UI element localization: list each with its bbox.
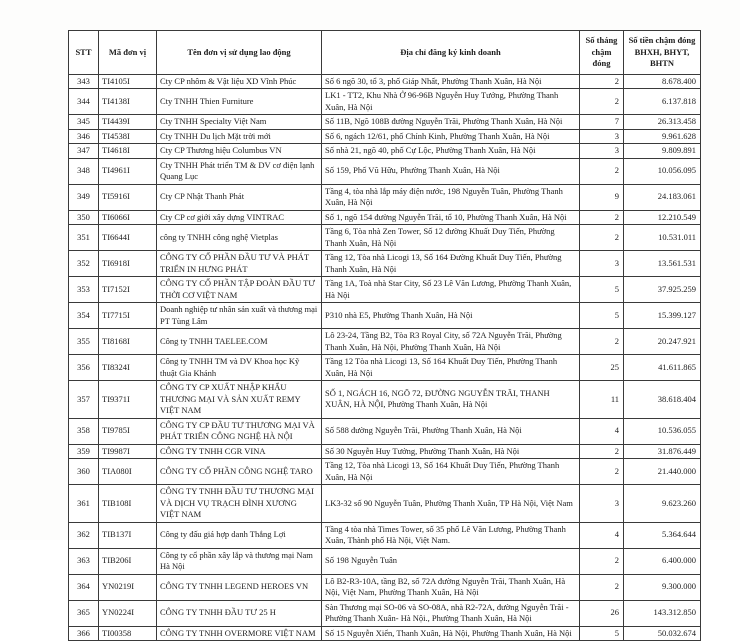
table-row bbox=[69, 444, 701, 459]
row-employer-name: Cty TNHH Du lịch Mặt trời mới bbox=[157, 129, 322, 144]
header-stt: STT bbox=[69, 31, 99, 75]
row-months-late: 5 bbox=[580, 277, 624, 303]
row-stt: 364 bbox=[69, 574, 99, 600]
row-employer-name: CÔNG TY TNHH ĐẦU TƯ THƯƠNG MẠI VÀ DỊCH VỤ TRẠCH ĐÌNH XƯƠNG VIỆT NAM bbox=[157, 485, 322, 523]
table-row bbox=[69, 74, 701, 89]
row-stt: 352 bbox=[69, 251, 99, 277]
row-stt: 356 bbox=[69, 355, 99, 381]
row-stt: 355 bbox=[69, 329, 99, 355]
row-stt: 348 bbox=[69, 158, 99, 184]
row-amount-late: 8.678.400 bbox=[624, 74, 701, 89]
table-body bbox=[69, 74, 701, 641]
row-business-address: Tầng 6, Tòa nhà Zen Tower, Số 12 đường Khuất Duy Tiến, Phường Thanh Xuân, Hà Nội bbox=[322, 225, 580, 251]
row-business-address: Số 6 ngõ 30, tổ 3, phố Giáp Nhất, Phường Thanh Xuân, Hà Nội bbox=[322, 74, 580, 89]
row-stt: 359 bbox=[69, 444, 99, 459]
row-stt: 349 bbox=[69, 184, 99, 210]
row-employer-name: công ty TNHH công nghệ Vietplas bbox=[157, 225, 322, 251]
row-business-address: Tầng 12, Tòa nhà Licogi 13, Số 164 Đường Khuất Duy Tiến, Phường Thanh Xuân, Hà Nội bbox=[322, 251, 580, 277]
row-months-late: 7 bbox=[580, 115, 624, 130]
row-amount-late: 31.876.449 bbox=[624, 444, 701, 459]
row-stt: 361 bbox=[69, 485, 99, 523]
table-row bbox=[69, 251, 701, 277]
row-months-late: 2 bbox=[580, 89, 624, 115]
row-months-late: 3 bbox=[580, 485, 624, 523]
row-amount-late: 12.210.549 bbox=[624, 210, 701, 225]
row-months-late: 5 bbox=[580, 303, 624, 329]
row-business-address: Tầng 12, Tòa nhà Licogi 13, Số 164 Khuất Duy Tiến, Phường Thanh Xuân, Hà Nội bbox=[322, 459, 580, 485]
row-stt: 363 bbox=[69, 548, 99, 574]
row-amount-late: 9.300.000 bbox=[624, 574, 701, 600]
row-amount-late: 20.247.921 bbox=[624, 329, 701, 355]
row-employer-name: Cty CP Thương hiệu Columbus VN bbox=[157, 144, 322, 159]
row-unit-code: TI9371I bbox=[99, 381, 157, 419]
row-unit-code: TIB137I bbox=[99, 522, 157, 548]
row-unit-code: TIA080I bbox=[99, 459, 157, 485]
row-business-address: Số 30 Nguyễn Huy Tưởng, Phường Thanh Xuân, Hà Nội bbox=[322, 444, 580, 459]
row-business-address: Số 198 Nguyễn Tuân bbox=[322, 548, 580, 574]
row-employer-name: CÔNG TY CỔ PHẦN CÔNG NGHỆ TARO bbox=[157, 459, 322, 485]
header-months-late: Số tháng chậm đóng bbox=[580, 31, 624, 75]
row-amount-late: 37.925.259 bbox=[624, 277, 701, 303]
row-months-late: 5 bbox=[580, 626, 624, 641]
row-months-late: 4 bbox=[580, 522, 624, 548]
row-months-late: 26 bbox=[580, 600, 624, 626]
row-unit-code: TI9785I bbox=[99, 418, 157, 444]
row-amount-late: 9.623.260 bbox=[624, 485, 701, 523]
row-employer-name: CÔNG TY CP ĐẦU TƯ THƯƠNG MẠI VÀ PHÁT TRIỂN CÔNG NGHỆ HÀ NỘI bbox=[157, 418, 322, 444]
row-amount-late: 38.618.404 bbox=[624, 381, 701, 419]
row-amount-late: 41.611.865 bbox=[624, 355, 701, 381]
row-unit-code: TI4538I bbox=[99, 129, 157, 144]
row-employer-name: Công ty đấu giá hợp danh Thắng Lợi bbox=[157, 522, 322, 548]
row-unit-code: TI4138I bbox=[99, 89, 157, 115]
row-unit-code: TI8324I bbox=[99, 355, 157, 381]
table-row bbox=[69, 129, 701, 144]
row-business-address: P310 nhà E5, Phường Thanh Xuân, Hà Nội bbox=[322, 303, 580, 329]
row-employer-name: Cty TNHH Specialty Việt Nam bbox=[157, 115, 322, 130]
table-row bbox=[69, 329, 701, 355]
row-stt: 366 bbox=[69, 626, 99, 641]
header-unit-code: Mã đơn vị bbox=[99, 31, 157, 75]
row-amount-late: 26.313.458 bbox=[624, 115, 701, 130]
row-months-late: 4 bbox=[580, 418, 624, 444]
row-months-late: 3 bbox=[580, 251, 624, 277]
row-stt: 346 bbox=[69, 129, 99, 144]
row-months-late: 2 bbox=[580, 210, 624, 225]
table-row bbox=[69, 574, 701, 600]
row-amount-late: 10.536.055 bbox=[624, 418, 701, 444]
row-unit-code: TIB206I bbox=[99, 548, 157, 574]
row-employer-name: Công ty TNHH TAELEE.COM bbox=[157, 329, 322, 355]
table-row bbox=[69, 303, 701, 329]
row-employer-name: Cty TNHH Phát triển TM & DV cơ điện lạnh Quang Lục bbox=[157, 158, 322, 184]
row-amount-late: 10.531.011 bbox=[624, 225, 701, 251]
table-row bbox=[69, 548, 701, 574]
row-stt: 351 bbox=[69, 225, 99, 251]
row-stt: 353 bbox=[69, 277, 99, 303]
row-amount-late: 13.561.531 bbox=[624, 251, 701, 277]
row-stt: 360 bbox=[69, 459, 99, 485]
row-amount-late: 50.032.674 bbox=[624, 626, 701, 641]
row-employer-name: Cty CP cơ giới xây dựng VINTRAC bbox=[157, 210, 322, 225]
header-employer-name: Tên đơn vị sử dụng lao động bbox=[157, 31, 322, 75]
table-row bbox=[69, 89, 701, 115]
table-row bbox=[69, 522, 701, 548]
table-row bbox=[69, 210, 701, 225]
row-months-late: 11 bbox=[580, 381, 624, 419]
row-amount-late: 9.961.628 bbox=[624, 129, 701, 144]
row-employer-name: CÔNG TY TNHH OVERMORE VIỆT NAM bbox=[157, 626, 322, 641]
row-unit-code: TI4961I bbox=[99, 158, 157, 184]
row-amount-late: 6.137.818 bbox=[624, 89, 701, 115]
row-amount-late: 5.364.644 bbox=[624, 522, 701, 548]
row-unit-code: TI00358 bbox=[99, 626, 157, 641]
row-stt: 362 bbox=[69, 522, 99, 548]
row-employer-name: Công ty cổ phần xây lắp và thương mại Nam Hà Nội bbox=[157, 548, 322, 574]
row-employer-name: Doanh nghiệp tư nhân sản xuất và thương mại PT Tùng Lâm bbox=[157, 303, 322, 329]
table-row bbox=[69, 626, 701, 641]
row-unit-code: TI5916I bbox=[99, 184, 157, 210]
table-row bbox=[69, 225, 701, 251]
row-amount-late: 6.400.000 bbox=[624, 548, 701, 574]
row-employer-name: Cty TNHH Thien Furniture bbox=[157, 89, 322, 115]
row-months-late: 3 bbox=[580, 129, 624, 144]
row-amount-late: 15.399.127 bbox=[624, 303, 701, 329]
row-business-address: Số 159, Phố Vũ Hữu, Phường Thanh Xuân, Hà Nội bbox=[322, 158, 580, 184]
row-business-address: Lô 23-24, Tầng B2, Tòa R3 Royal City, số 72A Nguyễn Trãi, Phường Thanh Xuân, Hà Nội, Phường Thanh Xuân, Hà Nội bbox=[322, 329, 580, 355]
row-months-late: 25 bbox=[580, 355, 624, 381]
row-employer-name: Cty CP nhôm & Vật liệu XD Vĩnh Phúc bbox=[157, 74, 322, 89]
row-business-address: Số 1, ngõ 154 đường Nguyễn Trãi, tổ 10, Phường Thanh Xuân, Hà Nội bbox=[322, 210, 580, 225]
row-business-address: LK1 - TT2, Khu Nhà Ở 96-96B Nguyễn Huy Tưởng, Phường Thanh Xuân, Hà Nội bbox=[322, 89, 580, 115]
row-amount-late: 10.056.095 bbox=[624, 158, 701, 184]
row-stt: 358 bbox=[69, 418, 99, 444]
row-employer-name: Công ty TNHH TM và DV Khoa học Kỹ thuật Gia Khánh bbox=[157, 355, 322, 381]
row-business-address: LK3-32 số 90 Nguyễn Tuân, Phường Thanh Xuân, TP Hà Nội, Việt Nam bbox=[322, 485, 580, 523]
row-business-address: Lô B2-R3-10A, tầng B2, số 72A đường Nguyễn Trãi, Thanh Xuân, Hà Nội, Việt Nam, Phường Thanh Xuân, Hà Nội bbox=[322, 574, 580, 600]
header-business-address: Địa chỉ đăng ký kinh doanh bbox=[322, 31, 580, 75]
row-business-address: Số 6, ngách 12/61, phố Chính Kinh, Phường Thanh Xuân, Hà Nội bbox=[322, 129, 580, 144]
row-months-late: 2 bbox=[580, 548, 624, 574]
table-row bbox=[69, 485, 701, 523]
row-months-late: 2 bbox=[580, 158, 624, 184]
row-employer-name: CÔNG TY CỔ PHẦN ĐẦU TƯ VÀ PHÁT TRIỂN IN HƯNG PHÁT bbox=[157, 251, 322, 277]
row-unit-code: TI8168I bbox=[99, 329, 157, 355]
row-amount-late: 24.183.061 bbox=[624, 184, 701, 210]
table-row bbox=[69, 600, 701, 626]
row-stt: 345 bbox=[69, 115, 99, 130]
row-business-address: Sàn Thương mại SO-06 và SO-08A, nhà R2-72A, đường Nguyễn Trãi - Phường Thanh Xuân- Hà Nội., Phường Thanh Xuân, Hà Nội bbox=[322, 600, 580, 626]
row-months-late: 2 bbox=[580, 444, 624, 459]
table-row bbox=[69, 144, 701, 159]
row-business-address: Tầng 1A, Toà nhà Star City, Số 23 Lê Văn Lương, Phường Thanh Xuân, Hà Nội bbox=[322, 277, 580, 303]
table-row bbox=[69, 184, 701, 210]
row-unit-code: YN0224I bbox=[99, 600, 157, 626]
row-amount-late: 143.312.850 bbox=[624, 600, 701, 626]
row-unit-code: TI6644I bbox=[99, 225, 157, 251]
row-stt: 365 bbox=[69, 600, 99, 626]
row-business-address: Tầng 12 Tòa nhà Licogi 13, Số 164 Khuất Duy Tiến, Phường Thanh Xuân, Hà Nội bbox=[322, 355, 580, 381]
table-row bbox=[69, 158, 701, 184]
row-unit-code: TI7152I bbox=[99, 277, 157, 303]
table-row bbox=[69, 459, 701, 485]
row-employer-name: CÔNG TY CỔ PHẦN TẬP ĐOÀN ĐẦU TƯ THỜI CƠ VIỆT NAM bbox=[157, 277, 322, 303]
row-business-address: Số nhà 21, ngõ 40, phố Cự Lộc, Phường Thanh Xuân, Hà Nội bbox=[322, 144, 580, 159]
row-amount-late: 21.440.000 bbox=[624, 459, 701, 485]
row-employer-name: CÔNG TY TNHH CGR VINA bbox=[157, 444, 322, 459]
row-stt: 354 bbox=[69, 303, 99, 329]
row-unit-code: TI9987I bbox=[99, 444, 157, 459]
row-stt: 343 bbox=[69, 74, 99, 89]
row-months-late: 9 bbox=[580, 184, 624, 210]
row-unit-code: TI4439I bbox=[99, 115, 157, 130]
row-stt: 344 bbox=[69, 89, 99, 115]
row-unit-code: TI4105I bbox=[99, 74, 157, 89]
row-business-address: Số 11B, Ngõ 108B đường Nguyễn Trãi, Phường Thanh Xuân, Hà Nội bbox=[322, 115, 580, 130]
table-row bbox=[69, 381, 701, 419]
row-business-address: Tầng 4 tòa nhà Times Tower, số 35 phố Lê Văn Lương, Phường Thanh Xuân, Thành phố Hà Nội, Việt Nam. bbox=[322, 522, 580, 548]
row-employer-name: CÔNG TY TNHH LEGEND HEROES VN bbox=[157, 574, 322, 600]
row-unit-code: TIB108I bbox=[99, 485, 157, 523]
row-months-late: 2 bbox=[580, 74, 624, 89]
insurance-debt-table bbox=[68, 30, 701, 641]
header-amount-late: Số tiền chậm đóng BHXH, BHYT, BHTN bbox=[624, 31, 701, 75]
row-unit-code: TI4618I bbox=[99, 144, 157, 159]
row-months-late: 2 bbox=[580, 574, 624, 600]
row-months-late: 2 bbox=[580, 329, 624, 355]
row-stt: 347 bbox=[69, 144, 99, 159]
table-row bbox=[69, 115, 701, 130]
row-unit-code: YN0219I bbox=[99, 574, 157, 600]
row-business-address: Số 588 đường Nguyễn Trãi, Phường Thanh Xuân, Hà Nội bbox=[322, 418, 580, 444]
row-unit-code: TI6918I bbox=[99, 251, 157, 277]
row-unit-code: TI7715I bbox=[99, 303, 157, 329]
row-business-address: Số 15 Nguyễn Xiển, Thanh Xuân, Hà Nội, Phường Thanh Xuân, Hà Nội bbox=[322, 626, 580, 641]
row-employer-name: CÔNG TY TNHH ĐẦU TƯ 25 H bbox=[157, 600, 322, 626]
row-months-late: 3 bbox=[580, 144, 624, 159]
row-employer-name: CÔNG TY CP XUẤT NHẬP KHẨU THƯƠNG MẠI VÀ SẢN XUẤT REMY VIỆT NAM bbox=[157, 381, 322, 419]
row-business-address: Tầng 4, tòa nhà lắp máy điện nước, 198 Nguyễn Tuân, Phường Thanh Xuân, Hà Nội bbox=[322, 184, 580, 210]
row-business-address: SỐ 1, NGÁCH 16, NGÕ 72, ĐƯỜNG NGUYỄN TRÃI, THANH XUÂN, HÀ NỘI, Phường Thanh Xuân, Hà Nội bbox=[322, 381, 580, 419]
table-row bbox=[69, 277, 701, 303]
row-stt: 357 bbox=[69, 381, 99, 419]
table-header-row bbox=[69, 31, 701, 75]
row-months-late: 2 bbox=[580, 459, 624, 485]
row-stt: 350 bbox=[69, 210, 99, 225]
row-amount-late: 9.809.891 bbox=[624, 144, 701, 159]
row-employer-name: Cty CP Nhật Thanh Phát bbox=[157, 184, 322, 210]
table-row bbox=[69, 418, 701, 444]
row-unit-code: TI6066I bbox=[99, 210, 157, 225]
row-months-late: 2 bbox=[580, 225, 624, 251]
table-row bbox=[69, 355, 701, 381]
